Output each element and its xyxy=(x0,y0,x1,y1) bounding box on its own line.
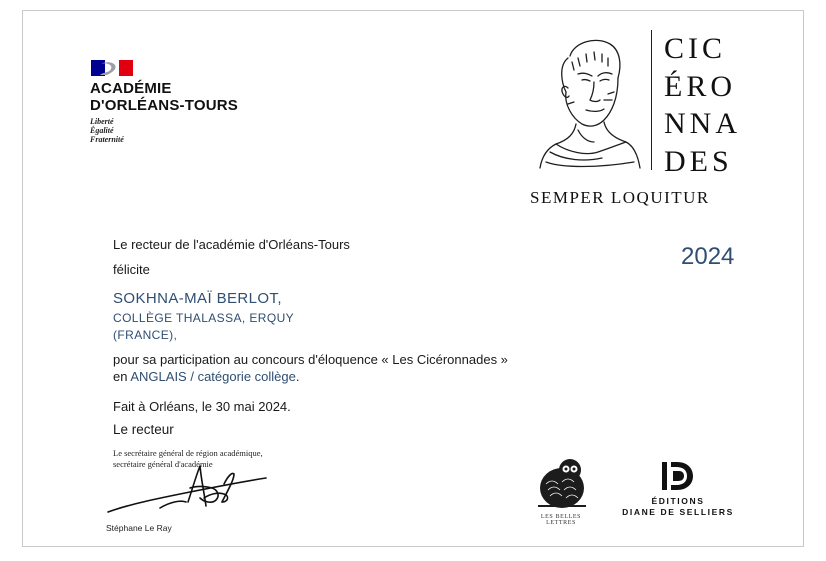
year: 2024 xyxy=(681,243,735,270)
title-line-4: DES xyxy=(664,145,733,178)
motto-fraternite: Fraternité xyxy=(90,135,124,144)
student-name: SOKHNA-MAÏ BERLOT, xyxy=(113,290,282,307)
diane-de-selliers-monogram xyxy=(659,460,695,492)
handwritten-signature xyxy=(100,462,270,524)
motto-liberte: Liberté xyxy=(90,117,114,126)
recteur-line: Le recteur de l'académie d'Orléans-Tours xyxy=(113,237,350,252)
signer-title: Le recteur xyxy=(113,422,174,437)
owl-logo xyxy=(532,456,590,512)
category-line xyxy=(113,369,299,384)
place-date: Fait à Orléans, le 30 mai 2024. xyxy=(113,399,291,414)
country: (FRANCE), xyxy=(113,328,178,342)
cicero-bust-illustration xyxy=(538,34,642,170)
category-prefix: en xyxy=(113,369,128,384)
felicite-line: félicite xyxy=(113,262,150,277)
title-line-2: ÉRO xyxy=(664,70,736,103)
title-line-3: NNA xyxy=(664,107,741,140)
slogan: SEMPER LOQUITUR xyxy=(530,188,710,207)
editions-line2: DIANE DE SELLIERS xyxy=(622,507,734,517)
academie-line2: D'ORLÉANS-TOURS xyxy=(90,97,238,114)
belles-lettres-label: LES BELLES LETTRES xyxy=(540,514,582,526)
editions-line1: ÉDITIONS xyxy=(651,496,705,506)
title-line-1: CIC xyxy=(664,32,727,65)
signer-note-1: Le secrétaire général de région académique, xyxy=(113,448,263,458)
title-divider xyxy=(651,30,652,170)
category-suffix: . xyxy=(295,369,300,384)
signer-name: Stéphane Le Ray xyxy=(106,523,172,533)
participation-line: pour sa participation au concours d'éloquence « Les Cicéronnades » xyxy=(113,352,508,367)
category-value: ANGLAIS / catégorie collège xyxy=(130,369,296,384)
motto-egalite: Égalité xyxy=(90,126,114,135)
academie-line1: ACADÉMIE xyxy=(90,80,172,97)
signer-note-2: secrétaire général d'académie xyxy=(113,459,213,469)
marianne-flag-logo xyxy=(91,60,133,76)
school-name: COLLÈGE THALASSA, ERQUY xyxy=(113,311,295,325)
